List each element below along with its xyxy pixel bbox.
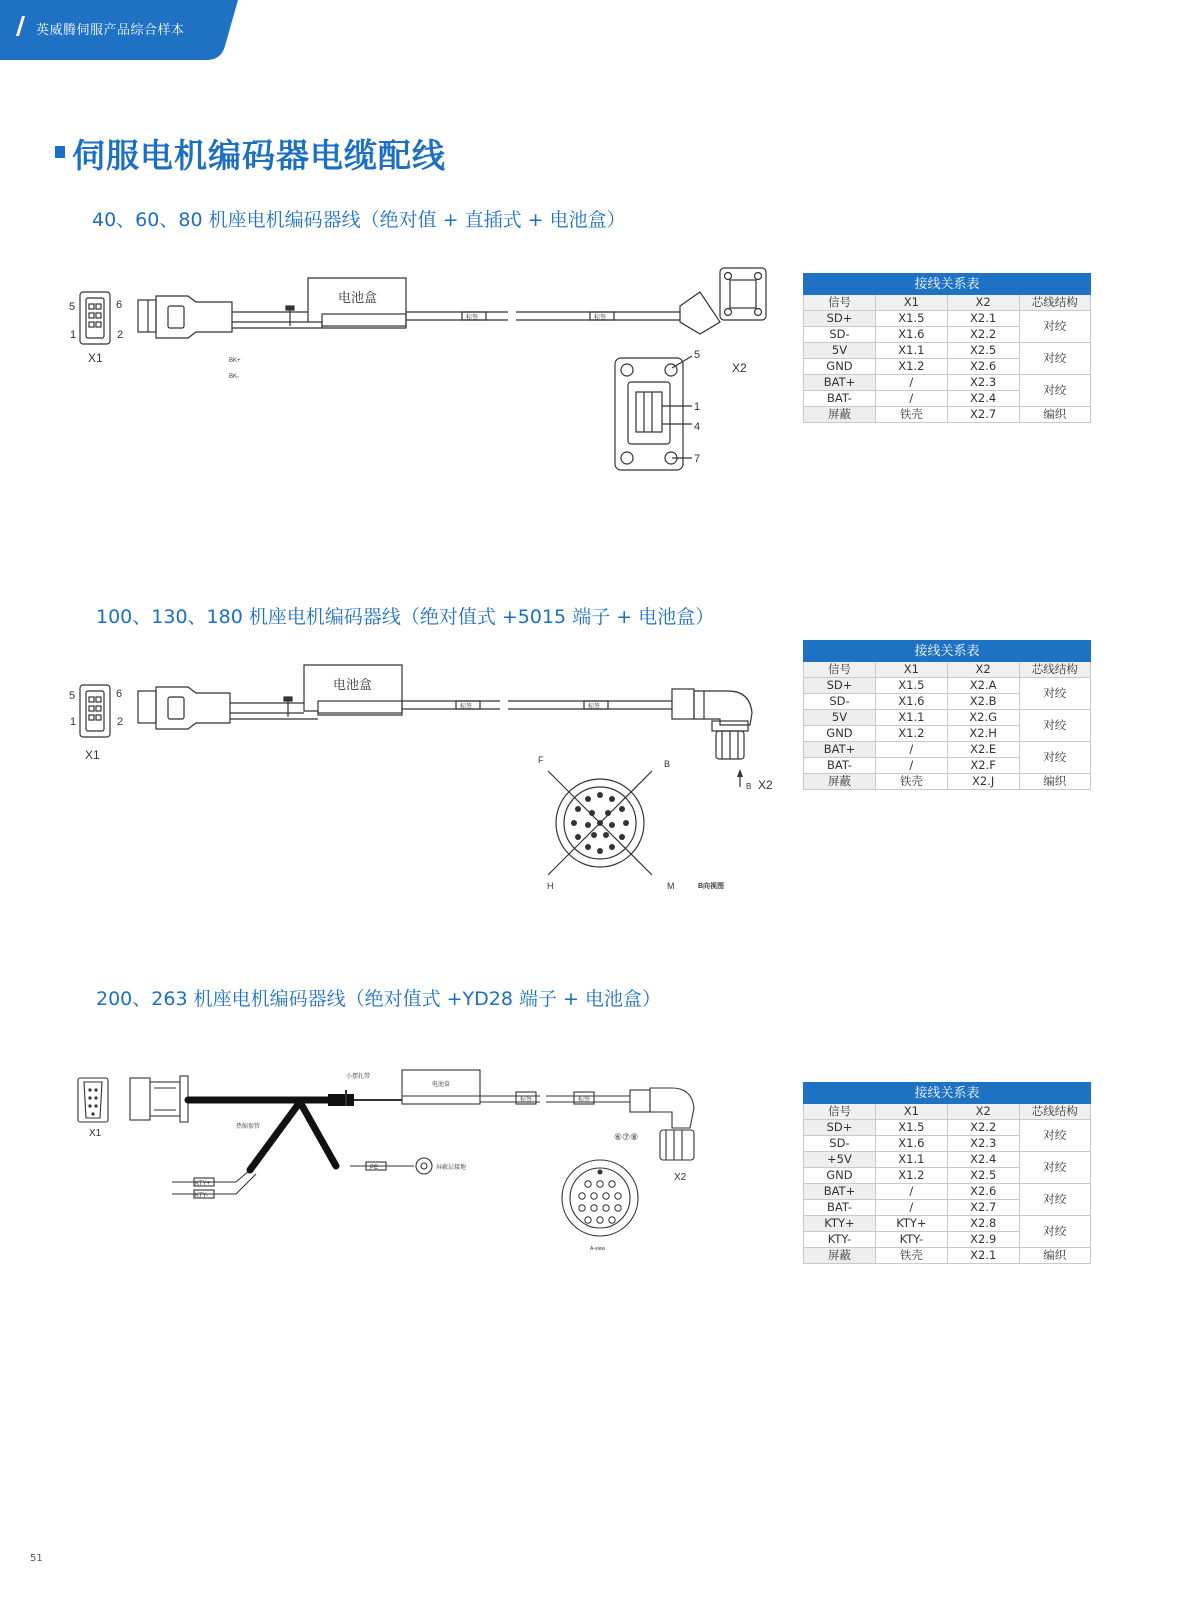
cell: KTY- — [804, 1232, 876, 1248]
cell: 编织 — [1019, 407, 1090, 423]
tie-label: 小摆扎带 — [346, 1074, 371, 1080]
cell: X1.5 — [875, 1120, 947, 1136]
tag-label-1: 标签 — [460, 704, 473, 710]
pins-678-label: ⑥⑦⑧ — [614, 1132, 639, 1142]
pe-label: PE — [370, 1165, 379, 1171]
table-row — [804, 1184, 1091, 1200]
battery-box-label: 电池盒 — [338, 290, 378, 305]
cell: 屏蔽 — [804, 1248, 876, 1264]
cell: 铁壳 — [875, 1248, 947, 1264]
page-title: 伺服电机编码器电缆配线 — [72, 136, 446, 175]
page-number: 51 — [30, 1553, 43, 1564]
x1-pin-6: 6 — [116, 688, 123, 700]
col-header: 信号 — [804, 662, 876, 678]
cell: 5V — [804, 710, 876, 726]
x1-label: X1 — [85, 748, 100, 762]
cell: BAT- — [804, 391, 876, 407]
bk-plus-label: BK+ — [229, 358, 241, 364]
cell: 对绞 — [1019, 311, 1090, 343]
cable-drawing-1 — [60, 262, 780, 477]
cell: BAT+ — [804, 742, 876, 758]
sleeve-label: 热缩套管 — [236, 1124, 261, 1130]
cell: / — [875, 758, 947, 774]
cell: 屏蔽 — [804, 774, 876, 790]
table-row — [804, 678, 1091, 694]
cell: SD- — [804, 327, 876, 343]
col-header: X1 — [875, 295, 947, 311]
cell: X2.J — [947, 774, 1019, 790]
arrow-b-label: B — [746, 782, 752, 791]
col-header: 芯线结构 — [1019, 295, 1090, 311]
cell: BAT+ — [804, 375, 876, 391]
cell: X2.7 — [947, 407, 1019, 423]
col-header: 信号 — [804, 295, 876, 311]
x2-label: X2 — [674, 1172, 687, 1183]
cell: X1.6 — [875, 694, 947, 710]
cell: X2.4 — [947, 1152, 1019, 1168]
tag-label-2: 标签 — [578, 1097, 591, 1103]
cell: 对绞 — [1019, 1120, 1090, 1152]
section-2-title: 100、130、180 机座电机编码器线（绝对值式 +5015 端子 + 电池盒） — [96, 606, 715, 628]
col-header: X1 — [875, 1104, 947, 1120]
cell: BAT- — [804, 758, 876, 774]
x2-pin-1: 1 — [694, 401, 701, 413]
tag-label-2: 标签 — [588, 704, 601, 710]
table-row — [804, 1216, 1091, 1232]
cell: 对绞 — [1019, 343, 1090, 375]
cell: X2.6 — [947, 1184, 1019, 1200]
x1-label: X1 — [88, 351, 103, 365]
cell: KTY- — [875, 1232, 947, 1248]
cell: X1.2 — [875, 359, 947, 375]
cell: X2.1 — [947, 311, 1019, 327]
x1-pin-6: 6 — [116, 299, 123, 311]
col-header: X1 — [875, 662, 947, 678]
table-row — [804, 375, 1091, 391]
table-row — [804, 1120, 1091, 1136]
table-row — [804, 710, 1091, 726]
table-row — [804, 742, 1091, 758]
cell: X2.5 — [947, 1168, 1019, 1184]
cable-drawing-3 — [60, 1058, 780, 1258]
cell: 对绞 — [1019, 1184, 1090, 1216]
wiring-table-2 — [803, 640, 1091, 790]
cell: SD- — [804, 694, 876, 710]
bk-minus-label: BK- — [229, 374, 240, 380]
col-header: X2 — [947, 1104, 1019, 1120]
cell: SD+ — [804, 678, 876, 694]
x1-pin-5: 5 — [69, 690, 76, 702]
table-caption: 接线关系表 — [804, 1083, 1091, 1104]
x2-pin-4: 4 — [694, 421, 701, 433]
cell: / — [875, 1184, 947, 1200]
cell: X2.E — [947, 742, 1019, 758]
x2-label: X2 — [758, 778, 773, 792]
x1-pin-2: 2 — [117, 329, 124, 341]
x1-pin-1: 1 — [70, 329, 77, 341]
kty-plus-label: KTY+ — [195, 1181, 211, 1187]
cell: 对绞 — [1019, 742, 1090, 774]
table-row — [804, 1152, 1091, 1168]
col-header: X2 — [947, 662, 1019, 678]
pin-f-label: F — [538, 755, 544, 765]
title-bullet — [55, 146, 65, 158]
cell: X2.9 — [947, 1232, 1019, 1248]
cell: 编织 — [1019, 774, 1090, 790]
table-row — [804, 1248, 1091, 1264]
cell: / — [875, 391, 947, 407]
cell: X1.6 — [875, 327, 947, 343]
pin-h-label: H — [547, 881, 554, 891]
a-view-label: A-view — [590, 1246, 606, 1252]
table-row — [804, 407, 1091, 423]
cell: X2.8 — [947, 1216, 1019, 1232]
cell: 铁壳 — [875, 774, 947, 790]
view-label: B向视图 — [698, 883, 725, 890]
x1-pin-5: 5 — [69, 301, 76, 313]
section-1-title: 40、60、80 机座电机编码器线（绝对值 + 直插式 + 电池盒） — [92, 209, 626, 231]
cell: GND — [804, 726, 876, 742]
connector-pins — [571, 792, 629, 854]
tag-label-1: 标签 — [520, 1097, 533, 1103]
cell: X2.G — [947, 710, 1019, 726]
cell: 对绞 — [1019, 710, 1090, 742]
table-row — [804, 343, 1091, 359]
x2-pin-7: 7 — [694, 453, 701, 465]
cell: X2.7 — [947, 1200, 1019, 1216]
x1-pin-2: 2 — [117, 716, 124, 728]
tag-label-1: 标签 — [466, 315, 479, 321]
cell: X2.F — [947, 758, 1019, 774]
brand-name: 英威腾伺服产品综合样本 — [36, 23, 185, 38]
col-header: 芯线结构 — [1019, 1104, 1090, 1120]
cell: X1.1 — [875, 343, 947, 359]
cell: X2.A — [947, 678, 1019, 694]
x1-pin-1: 1 — [70, 716, 77, 728]
wiring-table-1 — [803, 273, 1091, 423]
cell: SD- — [804, 1136, 876, 1152]
cell: SD+ — [804, 311, 876, 327]
x1-label: X1 — [89, 1128, 102, 1139]
cell: / — [875, 1200, 947, 1216]
cell: SD+ — [804, 1120, 876, 1136]
cell: KTY+ — [804, 1216, 876, 1232]
cell: X1.6 — [875, 1136, 947, 1152]
table-caption: 接线关系表 — [804, 641, 1091, 662]
shield-label: 屏蔽层接地 — [436, 1165, 467, 1171]
cell: X2.2 — [947, 327, 1019, 343]
cell: BAT+ — [804, 1184, 876, 1200]
table-row — [804, 311, 1091, 327]
section-3-title: 200、263 机座电机编码器线（绝对值式 +YD28 端子 + 电池盒） — [96, 988, 661, 1010]
tag-label-2: 标签 — [594, 315, 607, 321]
cell: 编织 — [1019, 1248, 1090, 1264]
cell: X1.2 — [875, 726, 947, 742]
cell: X2.3 — [947, 1136, 1019, 1152]
cell: X2.5 — [947, 343, 1019, 359]
cell: / — [875, 742, 947, 758]
cell: 对绞 — [1019, 1152, 1090, 1184]
cell: 5V — [804, 343, 876, 359]
cell: X2.2 — [947, 1120, 1019, 1136]
table-row — [804, 774, 1091, 790]
cell: X1.1 — [875, 1152, 947, 1168]
col-header: X2 — [947, 295, 1019, 311]
cell: / — [875, 375, 947, 391]
kty-minus-label: KTY- — [195, 1193, 209, 1199]
wiring-table-3 — [803, 1082, 1091, 1264]
cell: 对绞 — [1019, 678, 1090, 710]
col-header: 芯线结构 — [1019, 662, 1090, 678]
cell: X1.5 — [875, 678, 947, 694]
cable-drawing-2 — [60, 655, 780, 895]
cell: X2.1 — [947, 1248, 1019, 1264]
cell: 铁壳 — [875, 407, 947, 423]
battery-box-label: 电池盒 — [432, 1082, 451, 1088]
cell: X1.1 — [875, 710, 947, 726]
table-caption: 接线关系表 — [804, 274, 1091, 295]
battery-box-label: 电池盒 — [333, 677, 373, 692]
x2-label: X2 — [732, 361, 747, 375]
cell: +5V — [804, 1152, 876, 1168]
cell: 屏蔽 — [804, 407, 876, 423]
cell: X2.B — [947, 694, 1019, 710]
cell: X2.4 — [947, 391, 1019, 407]
cell: GND — [804, 1168, 876, 1184]
cell: BAT- — [804, 1200, 876, 1216]
cell: X2.6 — [947, 359, 1019, 375]
x2-pin-5: 5 — [694, 349, 701, 361]
cell: X2.H — [947, 726, 1019, 742]
cell: GND — [804, 359, 876, 375]
cell: X1.2 — [875, 1168, 947, 1184]
cell: X1.5 — [875, 311, 947, 327]
cell: 对绞 — [1019, 1216, 1090, 1248]
cell: X2.3 — [947, 375, 1019, 391]
pin-m-label: M — [667, 881, 675, 891]
col-header: 信号 — [804, 1104, 876, 1120]
cell: 对绞 — [1019, 375, 1090, 407]
cell: KTY+ — [875, 1216, 947, 1232]
pin-b-label: B — [664, 759, 671, 769]
